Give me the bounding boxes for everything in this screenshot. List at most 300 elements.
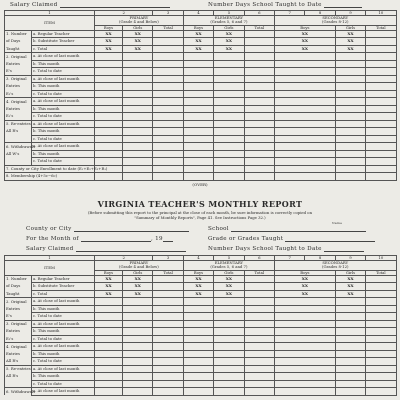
entry-cell[interactable]: [335, 53, 365, 61]
entry-cell[interactable]: [183, 135, 213, 143]
entry-cell[interactable]: [95, 98, 123, 106]
entry-cell[interactable]: [244, 388, 274, 396]
entry-cell[interactable]: [366, 350, 396, 358]
entry-cell[interactable]: [274, 90, 335, 98]
entry-cell[interactable]: [95, 143, 123, 151]
entry-cell[interactable]: [214, 143, 244, 151]
entry-cell[interactable]: [335, 380, 365, 388]
entry-cell[interactable]: [214, 120, 244, 128]
entry-cell[interactable]: [153, 328, 183, 336]
entry-cell[interactable]: [95, 350, 123, 358]
entry-cell[interactable]: [244, 380, 274, 388]
entry-cell[interactable]: [95, 113, 123, 121]
entry-cell[interactable]: [335, 98, 365, 106]
entry-cell[interactable]: [153, 75, 183, 83]
entry-cell[interactable]: [335, 365, 365, 373]
entry-cell[interactable]: [335, 343, 365, 351]
entry-cell[interactable]: [366, 53, 396, 61]
entry-cell[interactable]: [123, 105, 153, 113]
entry-cell[interactable]: [153, 30, 183, 38]
entry-cell[interactable]: [95, 328, 123, 336]
entry-cell[interactable]: [183, 60, 213, 68]
entry-cell[interactable]: [366, 298, 396, 306]
entry-cell[interactable]: [214, 68, 244, 76]
entry-cell[interactable]: [153, 283, 183, 291]
entry-cell[interactable]: [214, 350, 244, 358]
entry-cell[interactable]: [335, 83, 365, 91]
entry-cell[interactable]: [183, 320, 213, 328]
entry-cell[interactable]: [153, 60, 183, 68]
entry-cell[interactable]: [95, 75, 123, 83]
entry-cell[interactable]: [123, 350, 153, 358]
entry-cell[interactable]: [335, 143, 365, 151]
entry-cell[interactable]: [274, 113, 335, 121]
entry-cell[interactable]: [183, 358, 213, 366]
grade-field[interactable]: Grade or Grades Taught: [208, 236, 375, 242]
entry-cell[interactable]: [95, 158, 123, 166]
entry-cell[interactable]: [335, 305, 365, 313]
entry-cell[interactable]: [153, 105, 183, 113]
entry-cell[interactable]: [214, 83, 244, 91]
entry-cell[interactable]: [274, 365, 335, 373]
entry-cell[interactable]: [95, 343, 123, 351]
entry-cell[interactable]: [95, 60, 123, 68]
entry-cell[interactable]: [95, 313, 123, 321]
entry-cell[interactable]: [244, 335, 274, 343]
entry-cell[interactable]: [274, 165, 335, 173]
entry-cell[interactable]: [366, 75, 396, 83]
entry-cell[interactable]: [123, 365, 153, 373]
entry-cell[interactable]: [366, 313, 396, 321]
entry-cell[interactable]: [244, 68, 274, 76]
entry-cell[interactable]: [274, 68, 335, 76]
entry-cell[interactable]: [153, 53, 183, 61]
entry-cell[interactable]: [153, 298, 183, 306]
entry-cell[interactable]: [183, 105, 213, 113]
entry-cell[interactable]: [244, 150, 274, 158]
entry-cell[interactable]: [274, 75, 335, 83]
entry-cell[interactable]: [366, 305, 396, 313]
entry-cell[interactable]: [123, 60, 153, 68]
entry-cell[interactable]: [366, 143, 396, 151]
entry-cell[interactable]: [95, 373, 123, 381]
entry-cell[interactable]: [366, 373, 396, 381]
entry-cell[interactable]: [183, 388, 213, 396]
entry-cell[interactable]: [123, 358, 153, 366]
entry-cell[interactable]: [153, 45, 183, 53]
entry-cell[interactable]: [335, 135, 365, 143]
entry-cell[interactable]: [244, 305, 274, 313]
entry-cell[interactable]: [244, 165, 274, 173]
entry-cell[interactable]: [123, 313, 153, 321]
entry-cell[interactable]: [123, 98, 153, 106]
entry-cell[interactable]: [274, 313, 335, 321]
entry-cell[interactable]: [183, 298, 213, 306]
entry-cell[interactable]: [366, 343, 396, 351]
entry-cell[interactable]: [123, 143, 153, 151]
entry-cell[interactable]: [123, 165, 153, 173]
entry-cell[interactable]: [123, 128, 153, 136]
entry-cell[interactable]: [274, 105, 335, 113]
entry-cell[interactable]: [244, 358, 274, 366]
entry-cell[interactable]: [214, 150, 244, 158]
entry-cell[interactable]: [183, 165, 213, 173]
entry-cell[interactable]: [123, 298, 153, 306]
entry-cell[interactable]: [244, 113, 274, 121]
entry-cell[interactable]: [244, 60, 274, 68]
entry-cell[interactable]: [335, 335, 365, 343]
entry-cell[interactable]: [366, 135, 396, 143]
entry-cell[interactable]: [244, 173, 274, 181]
entry-cell[interactable]: [183, 313, 213, 321]
entry-cell[interactable]: [153, 290, 183, 298]
entry-cell[interactable]: [214, 343, 244, 351]
entry-cell[interactable]: [366, 358, 396, 366]
entry-cell[interactable]: [123, 343, 153, 351]
entry-cell[interactable]: [214, 373, 244, 381]
entry-cell[interactable]: [153, 158, 183, 166]
entry-cell[interactable]: [214, 75, 244, 83]
entry-cell[interactable]: [274, 328, 335, 336]
entry-cell[interactable]: [366, 380, 396, 388]
entry-cell[interactable]: [366, 335, 396, 343]
entry-cell[interactable]: [183, 343, 213, 351]
entry-cell[interactable]: [95, 380, 123, 388]
entry-cell[interactable]: [366, 275, 396, 283]
entry-cell[interactable]: [366, 173, 396, 181]
entry-cell[interactable]: [366, 60, 396, 68]
entry-cell[interactable]: [95, 68, 123, 76]
entry-cell[interactable]: [123, 320, 153, 328]
entry-cell[interactable]: [183, 68, 213, 76]
entry-cell[interactable]: [183, 90, 213, 98]
entry-cell[interactable]: [244, 45, 274, 53]
entry-cell[interactable]: [244, 275, 274, 283]
entry-cell[interactable]: [244, 298, 274, 306]
entry-cell[interactable]: [183, 113, 213, 121]
entry-cell[interactable]: [95, 135, 123, 143]
entry-cell[interactable]: [366, 90, 396, 98]
entry-cell[interactable]: [153, 388, 183, 396]
entry-cell[interactable]: [366, 165, 396, 173]
entry-cell[interactable]: [95, 120, 123, 128]
entry-cell[interactable]: [335, 298, 365, 306]
entry-cell[interactable]: [335, 173, 365, 181]
entry-cell[interactable]: [183, 365, 213, 373]
entry-cell[interactable]: [274, 298, 335, 306]
entry-cell[interactable]: [335, 165, 365, 173]
entry-cell[interactable]: [123, 113, 153, 121]
entry-cell[interactable]: [183, 158, 213, 166]
entry-cell[interactable]: [153, 68, 183, 76]
entry-cell[interactable]: [214, 105, 244, 113]
entry-cell[interactable]: [95, 53, 123, 61]
entry-cell[interactable]: [95, 305, 123, 313]
entry-cell[interactable]: [123, 75, 153, 83]
entry-cell[interactable]: [244, 135, 274, 143]
entry-cell[interactable]: [366, 365, 396, 373]
entry-cell[interactable]: [274, 83, 335, 91]
entry-cell[interactable]: [95, 298, 123, 306]
entry-cell[interactable]: [366, 113, 396, 121]
entry-cell[interactable]: [183, 380, 213, 388]
entry-cell[interactable]: [153, 380, 183, 388]
entry-cell[interactable]: [183, 53, 213, 61]
entry-cell[interactable]: [274, 120, 335, 128]
entry-cell[interactable]: [244, 83, 274, 91]
entry-cell[interactable]: [214, 313, 244, 321]
entry-cell[interactable]: [366, 120, 396, 128]
entry-cell[interactable]: [214, 53, 244, 61]
entry-cell[interactable]: [335, 150, 365, 158]
entry-cell[interactable]: [153, 143, 183, 151]
entry-cell[interactable]: [366, 320, 396, 328]
entry-cell[interactable]: [183, 173, 213, 181]
entry-cell[interactable]: [366, 328, 396, 336]
entry-cell[interactable]: [214, 320, 244, 328]
entry-cell[interactable]: [214, 158, 244, 166]
entry-cell[interactable]: [183, 83, 213, 91]
entry-cell[interactable]: [274, 343, 335, 351]
entry-cell[interactable]: [214, 305, 244, 313]
entry-cell[interactable]: [244, 120, 274, 128]
entry-cell[interactable]: [244, 290, 274, 298]
entry-cell[interactable]: [274, 358, 335, 366]
entry-cell[interactable]: [153, 150, 183, 158]
entry-cell[interactable]: [183, 328, 213, 336]
entry-cell[interactable]: [214, 298, 244, 306]
entry-cell[interactable]: [95, 173, 123, 181]
entry-cell[interactable]: [95, 320, 123, 328]
entry-cell[interactable]: [274, 388, 335, 396]
entry-cell[interactable]: [335, 60, 365, 68]
entry-cell[interactable]: [335, 313, 365, 321]
entry-cell[interactable]: [153, 358, 183, 366]
entry-cell[interactable]: [95, 128, 123, 136]
entry-cell[interactable]: [123, 83, 153, 91]
elementary-label: ELEMENTARY: [214, 15, 244, 21]
entry-cell[interactable]: [214, 173, 244, 181]
entry-cell[interactable]: [366, 388, 396, 396]
entry-cell[interactable]: [274, 128, 335, 136]
entry-cell[interactable]: [153, 113, 183, 121]
entry-cell[interactable]: [244, 90, 274, 98]
entry-cell[interactable]: [244, 158, 274, 166]
entry-cell[interactable]: [214, 335, 244, 343]
entry-cell[interactable]: [335, 373, 365, 381]
entry-cell[interactable]: [335, 158, 365, 166]
entry-cell[interactable]: [153, 343, 183, 351]
entry-cell[interactable]: [274, 335, 335, 343]
entry-cell[interactable]: [335, 105, 365, 113]
entry-cell[interactable]: [274, 98, 335, 106]
entry-cell[interactable]: [153, 335, 183, 343]
entry-cell[interactable]: [123, 388, 153, 396]
entry-cell[interactable]: [366, 158, 396, 166]
entry-cell[interactable]: [274, 60, 335, 68]
entry-cell[interactable]: [123, 373, 153, 381]
entry-cell[interactable]: [274, 380, 335, 388]
entry-cell[interactable]: [123, 173, 153, 181]
entry-cell[interactable]: [274, 53, 335, 61]
entry-cell[interactable]: [244, 143, 274, 151]
entry-cell[interactable]: [366, 290, 396, 298]
entry-cell[interactable]: [95, 105, 123, 113]
entry-cell[interactable]: [244, 350, 274, 358]
days-taught-field[interactable]: Number Days School Taught to Date: [208, 246, 364, 252]
entry-cell[interactable]: [183, 305, 213, 313]
entry-cell[interactable]: [153, 275, 183, 283]
entry-cell[interactable]: [366, 150, 396, 158]
entry-cell[interactable]: [153, 98, 183, 106]
entry-cell[interactable]: [244, 283, 274, 291]
entry-cell[interactable]: [366, 105, 396, 113]
entry-cell[interactable]: [274, 305, 335, 313]
entry-cell[interactable]: [244, 105, 274, 113]
entry-cell[interactable]: [153, 365, 183, 373]
entry-cell[interactable]: [244, 128, 274, 136]
entry-cell[interactable]: [214, 388, 244, 396]
row-sub-label: a. At close of last month: [32, 388, 95, 396]
entry-cell[interactable]: [335, 75, 365, 83]
entry-cell[interactable]: [183, 128, 213, 136]
entry-cell[interactable]: [244, 38, 274, 46]
entry-cell[interactable]: [183, 350, 213, 358]
entry-cell[interactable]: [244, 30, 274, 38]
entry-cell[interactable]: [274, 173, 335, 181]
entry-cell[interactable]: [153, 83, 183, 91]
entry-cell[interactable]: [123, 158, 153, 166]
entry-cell[interactable]: [214, 98, 244, 106]
entry-cell[interactable]: [274, 350, 335, 358]
entry-cell[interactable]: [123, 150, 153, 158]
entry-cell[interactable]: [214, 135, 244, 143]
entry-cell[interactable]: [244, 343, 274, 351]
salary-claimed-field[interactable]: Salary Claimed: [26, 246, 186, 252]
entry-cell[interactable]: [214, 90, 244, 98]
entry-cell[interactable]: [153, 350, 183, 358]
entry-cell[interactable]: [335, 120, 365, 128]
entry-cell[interactable]: [153, 38, 183, 46]
entry-cell[interactable]: [183, 75, 213, 83]
entry-cell[interactable]: [274, 320, 335, 328]
entry-cell[interactable]: [244, 53, 274, 61]
entry-cell[interactable]: [366, 38, 396, 46]
entry-cell[interactable]: [214, 113, 244, 121]
entry-cell[interactable]: [95, 365, 123, 373]
entry-cell[interactable]: [153, 120, 183, 128]
entry-cell[interactable]: [335, 388, 365, 396]
entry-cell[interactable]: [153, 135, 183, 143]
entry-cell[interactable]: [244, 320, 274, 328]
entry-cell[interactable]: [335, 113, 365, 121]
row-group-label: 4. Original: [5, 343, 32, 351]
entry-cell[interactable]: [183, 373, 213, 381]
row-sub-label: c. Total to date: [32, 113, 95, 121]
entry-cell[interactable]: [183, 143, 213, 151]
entry-cell[interactable]: [366, 30, 396, 38]
entry-cell[interactable]: [335, 328, 365, 336]
entry-cell[interactable]: [183, 335, 213, 343]
entry-cell[interactable]: [366, 83, 396, 91]
entry-cell[interactable]: [123, 305, 153, 313]
entry-cell[interactable]: [95, 150, 123, 158]
entry-cell[interactable]: [244, 373, 274, 381]
entry-cell[interactable]: [274, 143, 335, 151]
entry-cell[interactable]: [123, 120, 153, 128]
entry-cell[interactable]: [335, 358, 365, 366]
school-field[interactable]: School: [208, 226, 366, 232]
entry-cell[interactable]: [244, 328, 274, 336]
entry-cell[interactable]: [183, 150, 213, 158]
entry-cell[interactable]: [366, 283, 396, 291]
entry-cell[interactable]: [274, 135, 335, 143]
entry-cell[interactable]: [335, 320, 365, 328]
entry-cell[interactable]: [153, 320, 183, 328]
entry-cell[interactable]: [123, 328, 153, 336]
entry-cell[interactable]: [366, 128, 396, 136]
entry-cell[interactable]: [214, 365, 244, 373]
entry-cell[interactable]: [335, 68, 365, 76]
entry-cell[interactable]: [214, 128, 244, 136]
entry-cell[interactable]: [214, 380, 244, 388]
entry-cell[interactable]: [123, 380, 153, 388]
entry-cell[interactable]: [183, 120, 213, 128]
row-group-label: 1. Number: [5, 275, 32, 283]
entry-cell[interactable]: [123, 335, 153, 343]
entry-cell[interactable]: [123, 53, 153, 61]
entry-cell[interactable]: [153, 90, 183, 98]
entry-cell[interactable]: [335, 90, 365, 98]
entry-cell[interactable]: [214, 328, 244, 336]
entry-cell[interactable]: [274, 158, 335, 166]
entry-cell[interactable]: [153, 128, 183, 136]
entry-cell[interactable]: [95, 358, 123, 366]
entry-cell[interactable]: [244, 75, 274, 83]
entry-cell[interactable]: [153, 373, 183, 381]
entry-cell[interactable]: [95, 335, 123, 343]
entry-cell[interactable]: [335, 350, 365, 358]
entry-cell[interactable]: [244, 313, 274, 321]
entry-cell[interactable]: [214, 60, 244, 68]
entry-cell[interactable]: [366, 68, 396, 76]
entry-cell[interactable]: [274, 373, 335, 381]
entry-cell[interactable]: [153, 165, 183, 173]
xx-mark: XX: [95, 290, 123, 298]
county-field[interactable]: County or City: [26, 226, 189, 232]
entry-cell[interactable]: [335, 128, 365, 136]
entry-cell[interactable]: [244, 98, 274, 106]
entry-cell[interactable]: [95, 83, 123, 91]
entry-cell[interactable]: [123, 90, 153, 98]
entry-cell[interactable]: [366, 45, 396, 53]
entry-cell[interactable]: [214, 165, 244, 173]
entry-cell[interactable]: [123, 135, 153, 143]
entry-cell[interactable]: [153, 313, 183, 321]
entry-cell[interactable]: [214, 358, 244, 366]
month-field[interactable]: For the Month of , 19: [26, 236, 173, 242]
entry-cell[interactable]: [95, 90, 123, 98]
entry-cell[interactable]: [153, 173, 183, 181]
entry-cell[interactable]: [153, 305, 183, 313]
entry-cell[interactable]: [366, 98, 396, 106]
entry-cell[interactable]: [274, 150, 335, 158]
row-group-label: Entries: [5, 328, 32, 336]
entry-cell[interactable]: [123, 68, 153, 76]
entry-cell[interactable]: [183, 98, 213, 106]
entry-cell[interactable]: [244, 365, 274, 373]
entry-cell[interactable]: [95, 388, 123, 396]
